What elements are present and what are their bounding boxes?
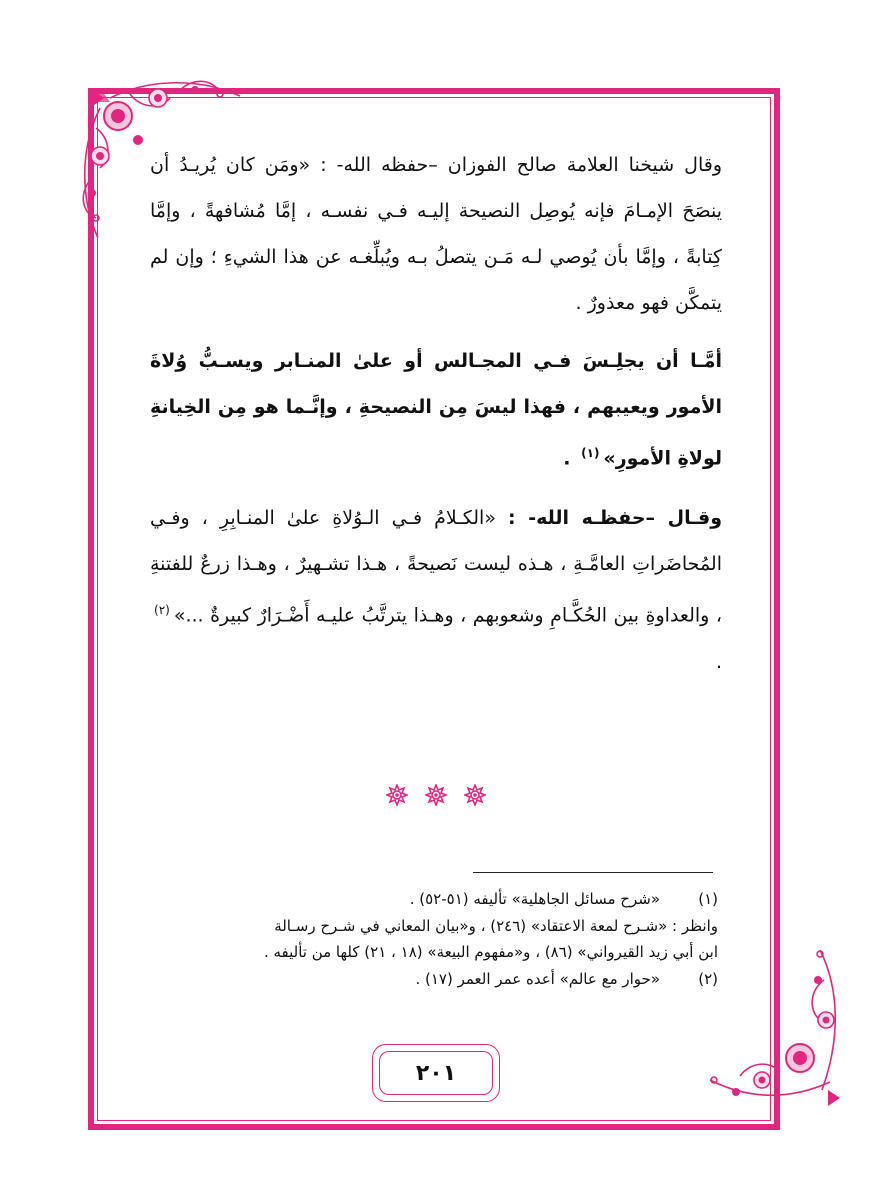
footnote-text: «حوار مع عالم» أعده عمر العمر (١٧) . xyxy=(415,969,660,988)
page-number: ٢٠١ xyxy=(415,1060,457,1086)
paragraph-3 xyxy=(150,495,722,684)
paragraph-3-text: «الكـلامُ فـي الـوُلاةِ علىٰ المنـابِرِ ، وفـي المُحاضَراتِ العامَّـةِ ، هـذه ليست نَصيحةً ، هـذا تشـهيرٌ ، وهـذا زرعٌ للفتنةِ ، والعداوةِ بين الحُكَّـامِ وشعوبهم ، وهـذا يترتَّبُ عليـه أَضْـرَارٌ كبيرةٌ ...» xyxy=(150,507,722,627)
paragraph-3-end: . xyxy=(715,650,722,673)
rosette-icon xyxy=(386,784,408,806)
rosette-icon xyxy=(464,784,486,806)
footnote-2 xyxy=(150,966,718,993)
footnote-1-continuation xyxy=(150,913,718,940)
rosette-icon xyxy=(425,784,447,806)
footnote-1 xyxy=(150,886,718,913)
paragraph-2 xyxy=(150,338,722,481)
floral-corner-ornament-bottom-right-icon xyxy=(700,940,850,1110)
main-text xyxy=(150,142,722,685)
paragraph-2-end: . xyxy=(563,447,578,470)
footnote-text: ابن أبي زيد القيرواني» (٨٦) ، و«مفهوم البيعة» (١٨ ، ٢١) كلها من تأليفه . xyxy=(263,943,718,961)
footnote-number: (١) xyxy=(698,890,718,908)
paragraph-1: وقال شيخنا العلامة صالح الفوزان –حفظه الله- : «ومَن كان يُريـدُ أن ينصَحَ الإمـامَ فإنه يُوصِل النصيحة إليـه فـي نفسـه ، إمَّا مُشافهةً ، وإمَّا كِتابةً ، وإمَّا بأن يُوصي لـه مَـن يتصلُ بـه ويُبلِّغـه عن هذا الشيءِ ؛ وإن لم يتمكَّن فهو معذورٌ . xyxy=(150,154,722,314)
footnote-1-continuation xyxy=(150,939,718,966)
footnote-ref-2[interactable]: (٢) xyxy=(154,603,170,618)
footnote-ref-1[interactable]: (١) xyxy=(581,446,600,460)
footnote-number: (٢) xyxy=(698,969,718,988)
section-separator xyxy=(386,784,486,806)
paragraph-2-text: أمَّـا أن يجلِـسَ فـي المجـالس أو علىٰ المنـابر ويسـبُّ وُلاةَ الأمور ويعيبهم ، فهذا ليسَ مِن النصيحةِ ، وإنَّـما هو مِن الخِيانةِ لولاةِ الأمورِ» xyxy=(150,350,722,470)
footnote-divider xyxy=(473,872,713,873)
footnote-text: وانظر : «شـرح لمعة الاعتقاد» (٢٤٦) ، و«بيان المعاني في شـرح رسـالة xyxy=(274,916,718,935)
footnotes xyxy=(150,886,718,992)
page-number-frame xyxy=(372,1044,500,1102)
paragraph-3-lead: وقـال –حفظـه الله- : xyxy=(508,507,722,530)
footnote-text: «شرح مسائل الجاهلية» تأليفه (٥١-٥٢) . xyxy=(409,890,660,908)
